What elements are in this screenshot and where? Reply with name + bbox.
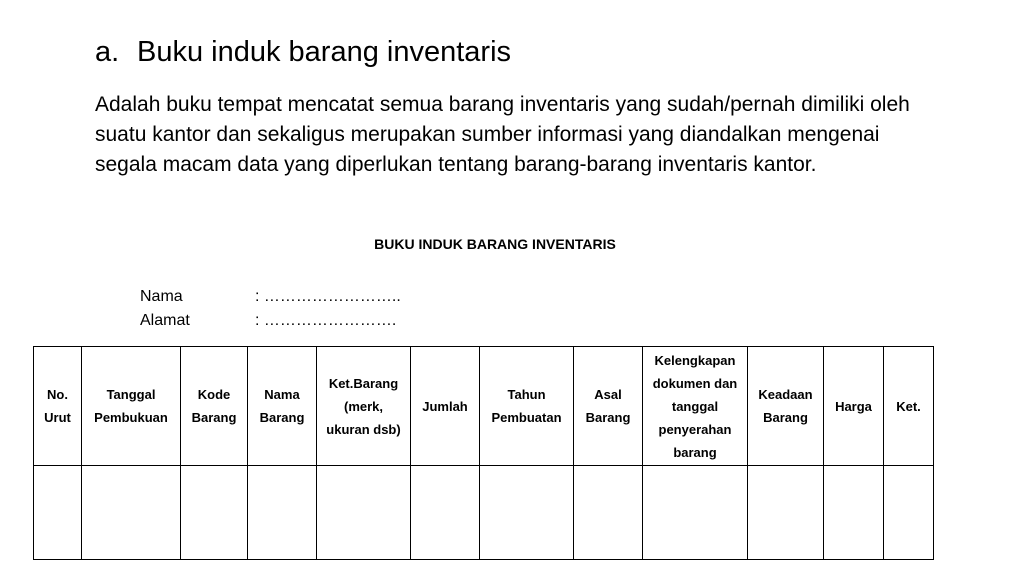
description-paragraph: Adalah buku tempat mencatat semua barang inventaris yang sudah/pernah dimiliki oleh suatu kantor dan sekaligus merupakan sumber informasi yang diandalkan mengenai segala macam data yang diperlukan tentang barang-barang inventaris kantor. — [95, 93, 910, 176]
table-cell — [574, 466, 643, 560]
nama-value: : …………………….. — [255, 288, 401, 305]
table-cell — [34, 466, 82, 560]
header-kode-barang: Kode Barang — [181, 347, 248, 466]
header-ket: Ket. — [884, 347, 934, 466]
form-title: BUKU INDUK BARANG INVENTARIS — [374, 236, 616, 252]
table-cell — [82, 466, 181, 560]
header-harga: Harga — [824, 347, 884, 466]
header-keadaan-barang: Keadaan Barang — [748, 347, 824, 466]
inventory-table — [33, 346, 934, 560]
section-heading — [95, 30, 511, 74]
nama-row — [140, 286, 401, 308]
nama-label: Nama — [140, 288, 183, 305]
table-cell — [643, 466, 748, 560]
table-cell — [181, 466, 248, 560]
header-nama-barang: Nama Barang — [248, 347, 317, 466]
header-ket-barang: Ket.Barang (merk, ukuran dsb) — [317, 347, 411, 466]
alamat-row — [140, 310, 396, 332]
table-cell — [411, 466, 480, 560]
alamat-value: : ……………………. — [255, 312, 397, 329]
table-cell — [884, 466, 934, 560]
header-asal-barang: Asal Barang — [574, 347, 643, 466]
header-no-urut: No. Urut — [34, 347, 82, 466]
table-cell — [248, 466, 317, 560]
heading-number: a. — [95, 36, 120, 68]
header-jumlah: Jumlah — [411, 347, 480, 466]
table-cell — [748, 466, 824, 560]
table-cell — [824, 466, 884, 560]
table-row — [34, 466, 934, 560]
table-cell — [480, 466, 574, 560]
table-cell — [317, 466, 411, 560]
alamat-label: Alamat — [140, 312, 190, 329]
header-tahun-pembuatan: Tahun Pembuatan — [480, 347, 574, 466]
table-header-row — [34, 347, 934, 466]
header-kelengkapan-dokumen: Kelengkapan dokumen dan tanggal penyerahan barang — [643, 347, 748, 466]
heading-title: Buku induk barang inventaris — [137, 36, 512, 68]
header-tanggal-pembukuan: Tanggal Pembukuan — [82, 347, 181, 466]
